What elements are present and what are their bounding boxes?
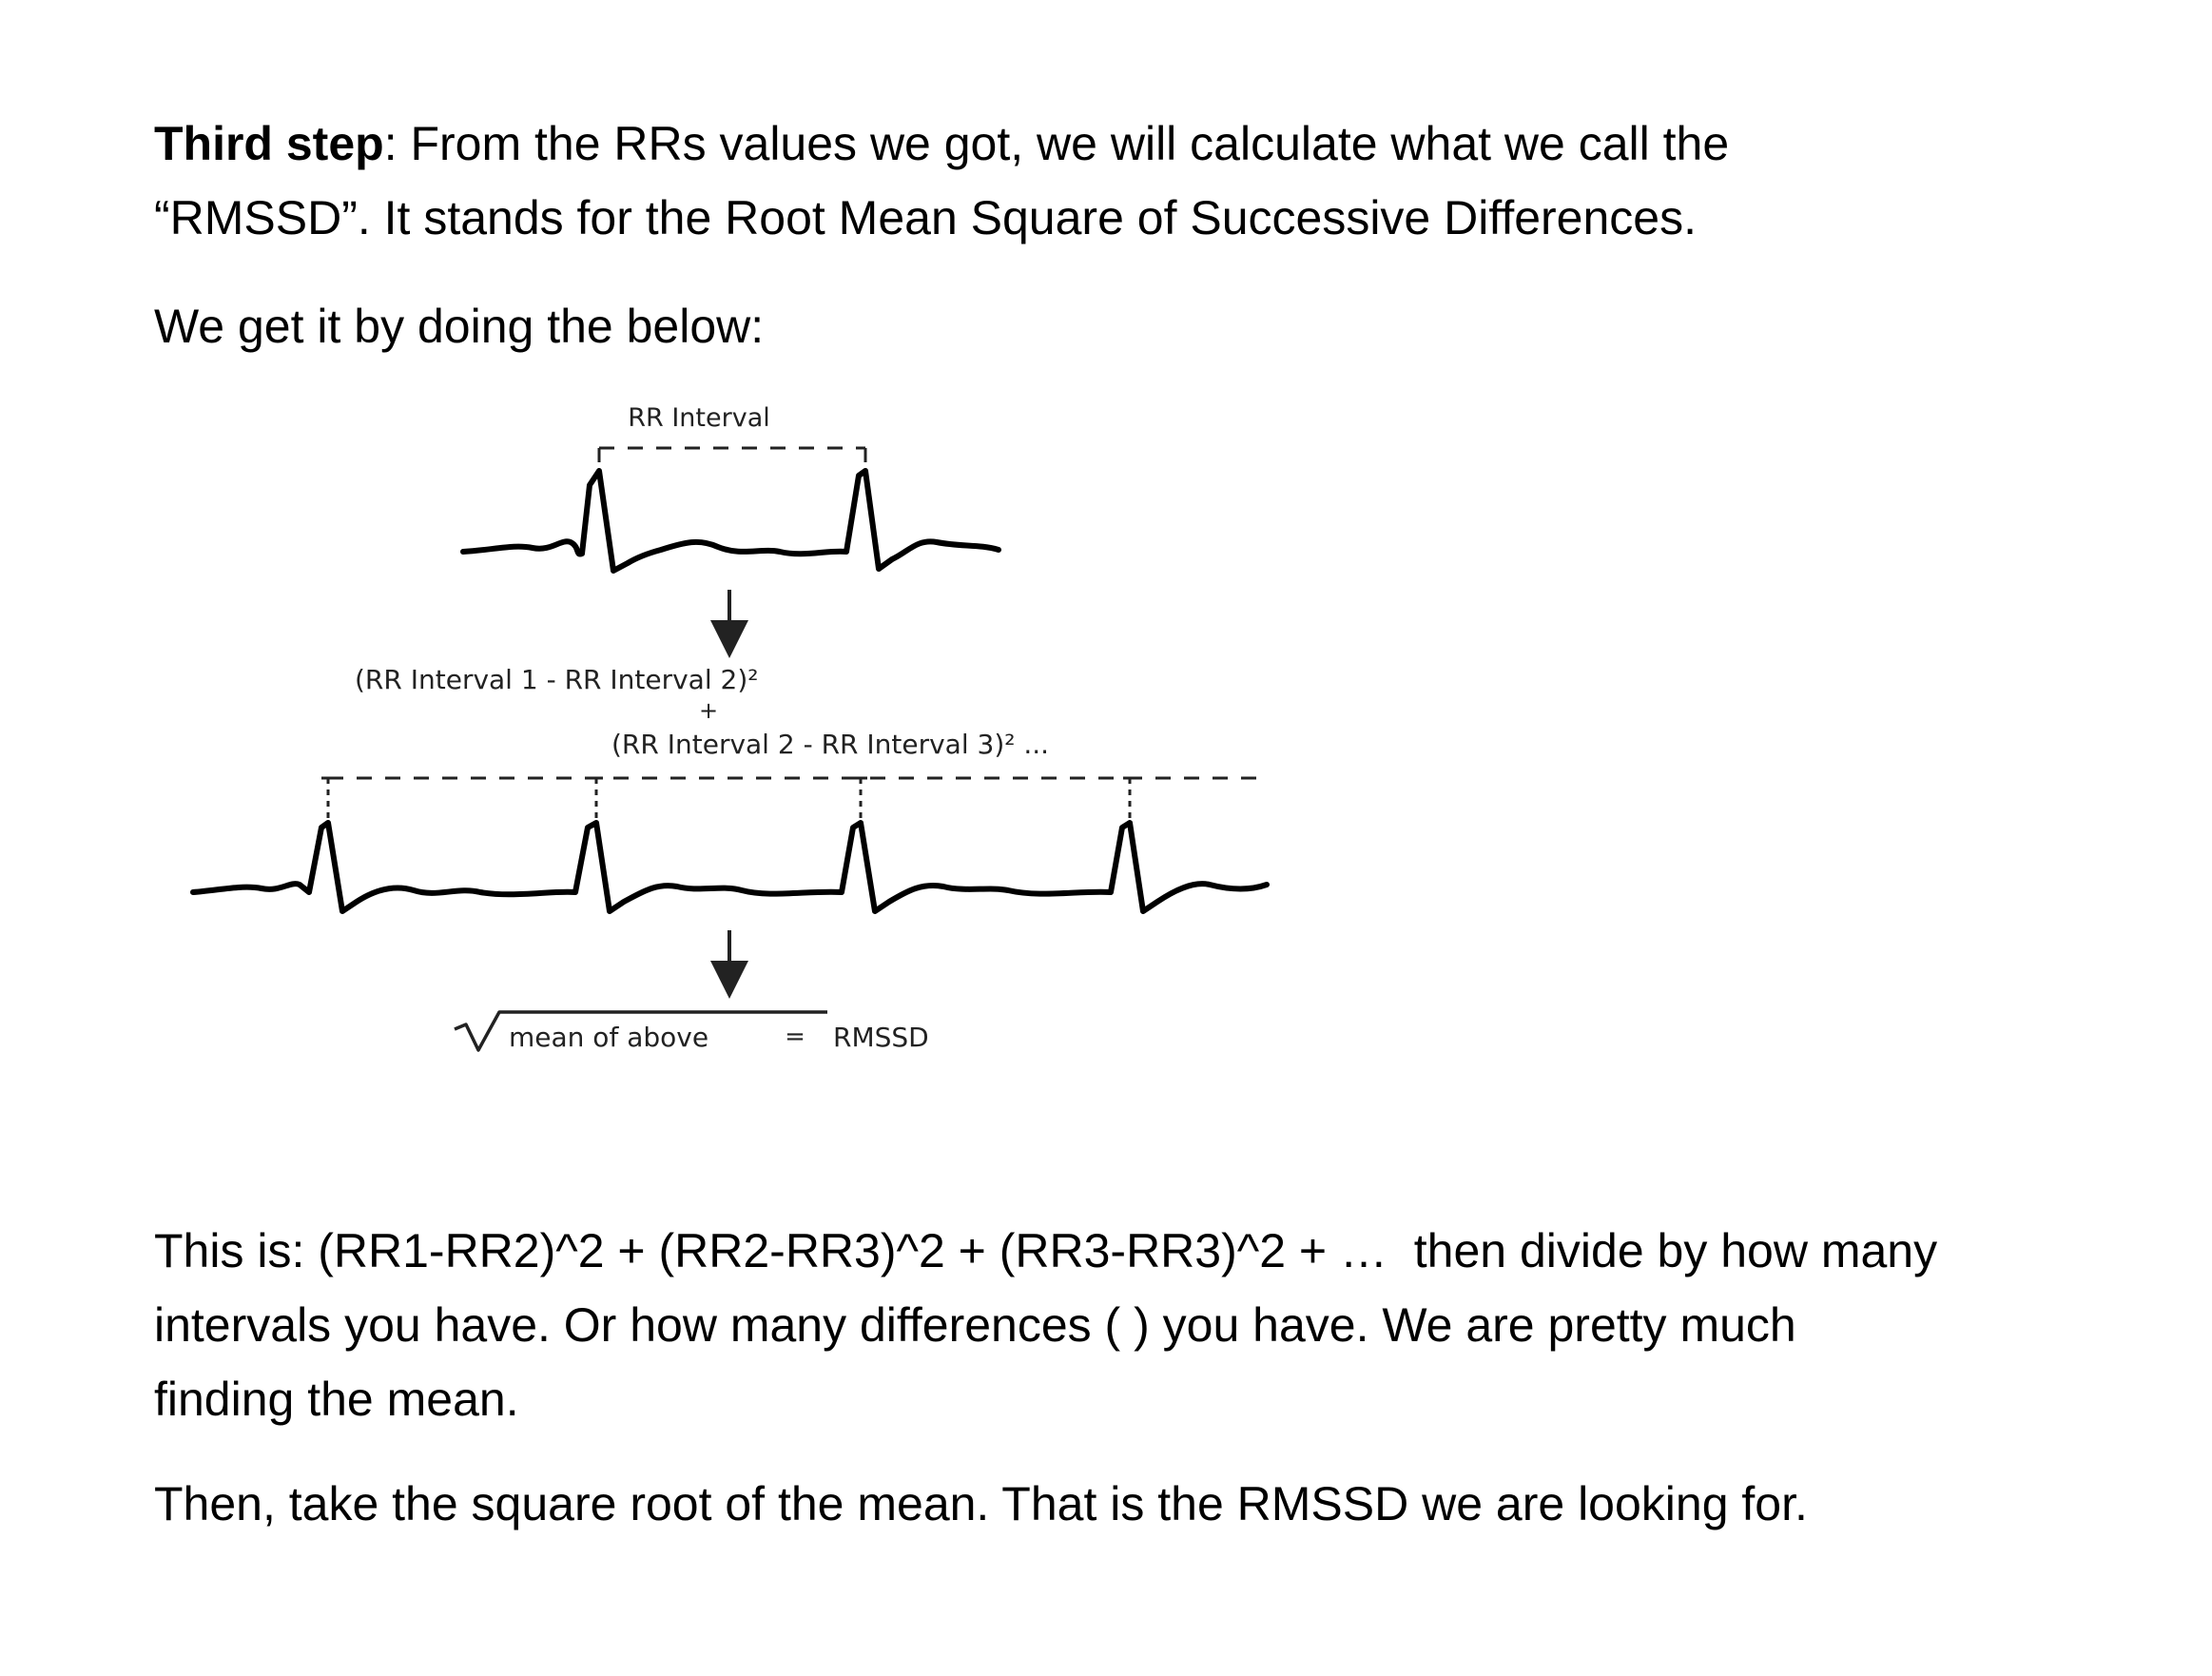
lead-in-text: We get it by doing the below: <box>154 300 765 353</box>
equals-sign: = <box>785 1023 805 1051</box>
explanation-line1: This is: (RR1-RR2)^2 + (RR2-RR3)^2 + (RR3-RR3)^2 + … then divide by how many <box>154 1224 1938 1277</box>
conclusion-paragraph <box>154 1467 2056 1541</box>
ecg-trace-four-beats <box>193 823 1267 911</box>
intro-line2: “RMSSD”. It stands for the Root Mean Square of Successive Differences. <box>154 191 1697 244</box>
intro-line1: : From the RRs values we got, we will calculate what we call the <box>383 117 1730 170</box>
explanation-paragraph <box>154 1214 2056 1436</box>
formula-plus: + <box>698 697 719 724</box>
explanation-line2: intervals you have. Or how many differences ( ) you have. We are pretty much <box>154 1298 1796 1352</box>
rmssd-result: RMSSD <box>833 1022 929 1053</box>
sqrt-content: mean of above <box>509 1022 709 1053</box>
rr-interval-label: RR Interval <box>628 403 770 433</box>
step-heading: Third step <box>154 117 384 170</box>
interval-guides <box>321 778 1265 826</box>
explanation-line3: finding the mean. <box>154 1373 519 1426</box>
formula-line2: (RR Interval 2 - RR Interval 3)² ... <box>611 729 1050 760</box>
ecg-trace-two-beats <box>463 471 999 571</box>
formula-line1: (RR Interval 1 - RR Interval 2)² <box>355 664 759 695</box>
conclusion-text: Then, take the square root of the mean. That is the RMSSD we are looking for. <box>154 1477 1808 1530</box>
rr-interval-bracket <box>599 448 865 462</box>
